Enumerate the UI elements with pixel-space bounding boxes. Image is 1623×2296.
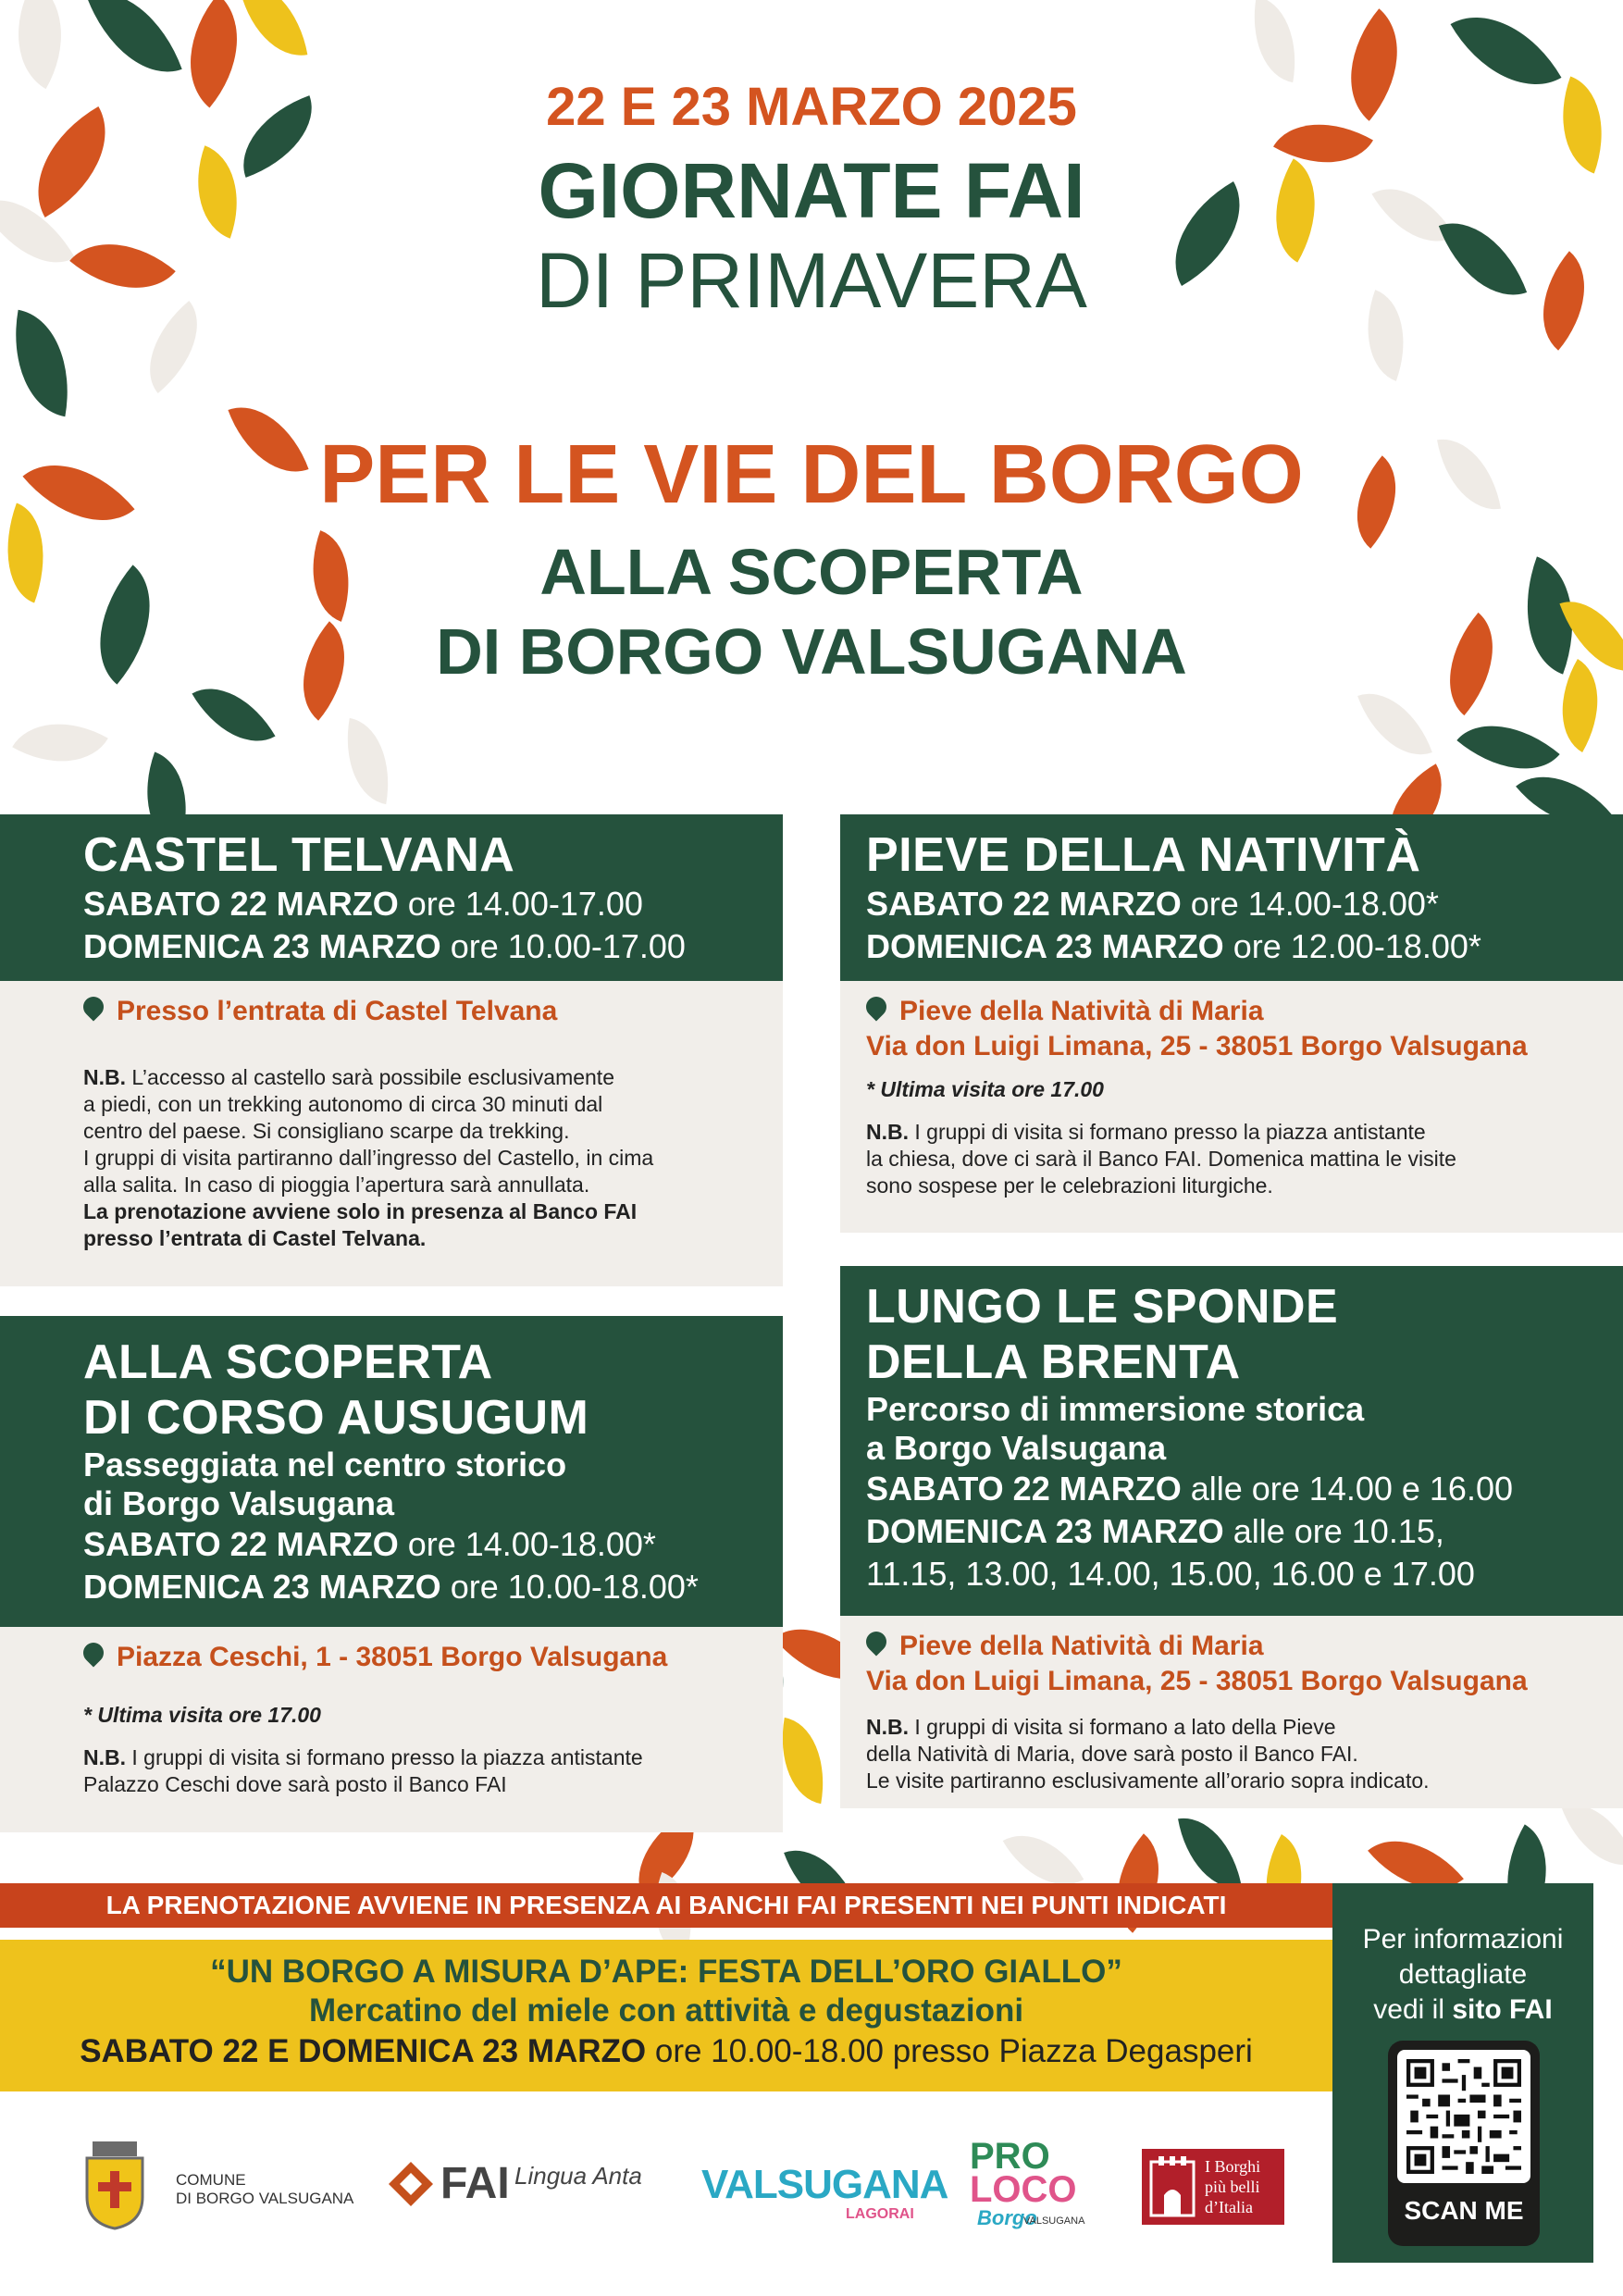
fai-logo-icon [387, 2160, 435, 2208]
note-label: N.B. [866, 1715, 909, 1739]
fai-logo-text: FAI [440, 2159, 510, 2208]
sunday-label: DOMENICA 23 MARZO [866, 927, 1224, 965]
section-subtitle-line1: Percorso di immersione storica [866, 1390, 1365, 1428]
lagorai-label: LAGORAI [846, 2206, 914, 2222]
location-line1: Pieve della Natività di Maria [899, 996, 1264, 1026]
section-castel-telvana-body [0, 981, 783, 1286]
section-title-line2: DI CORSO AUSUGUM [83, 1391, 589, 1445]
info-line2: dettagliate [1398, 1959, 1528, 1990]
section-subtitle-line1: Passeggiata nel centro storico [83, 1446, 567, 1483]
sunday-label: DOMENICA 23 MARZO [83, 927, 441, 965]
location-line2: Via don Luigi Limana, 25 - 38051 Borgo Valsugana [866, 1666, 1528, 1696]
saturday-label: SABATO 22 MARZO [866, 885, 1182, 923]
info-site-link[interactable]: sito FAI [1452, 1994, 1553, 2025]
note-line: I gruppi di visita partiranno dall’ingresso del Castello, in cima [83, 1146, 654, 1170]
subtitle-line2: DI BORGO VALSUGANA [436, 615, 1187, 688]
sunday-hours: ore 10.00-17.00 [450, 927, 686, 965]
section-title: PIEVE DELLA NATIVITÀ [866, 828, 1421, 882]
qr-scan-label: SCAN ME [1404, 2196, 1524, 2225]
section-corso-ausugum-header [0, 1316, 783, 1627]
location-line2: Via don Luigi Limana, 25 - 38051 Borgo Valsugana [866, 1031, 1528, 1061]
note-line: Le visite partiranno esclusivamente all’orario sopra indicato. [866, 1769, 1430, 1793]
last-visit-note: * Ultima visita ore 17.00 [83, 1703, 321, 1727]
saturday-hours: ore 14.00-18.00* [1190, 885, 1439, 923]
sunday-label: DOMENICA 23 MARZO [83, 1568, 441, 1606]
section-brenta-header [840, 1266, 1623, 1616]
sunday-hours: ore 10.00-18.00* [450, 1568, 699, 1606]
location-pin-icon [79, 992, 107, 1021]
borghi-line3: d’Italia [1205, 2198, 1253, 2216]
subtitle-line1: ALLA SCOPERTA [539, 536, 1084, 608]
booking-banner-text: LA PRENOTAZIONE AVVIENE IN PRESENZA AI BANCHI FAI PRESENTI NEI PUNTI INDICATI [105, 1891, 1227, 1919]
note-line: Palazzo Ceschi dove sarà posto il Banco FAI [83, 1772, 507, 1796]
honey-event-subtitle: Mercatino del miele con attività e degustazioni [308, 1992, 1024, 2029]
borghi-logo [1142, 2149, 1284, 2225]
sunday-hours-continued: 11.15, 13.00, 14.00, 15.00, 16.00 e 17.00 [866, 1555, 1475, 1593]
valsugana-logo: VALSUGANA [701, 2162, 948, 2207]
location: Presso l’entrata di Castel Telvana [117, 996, 558, 1026]
info-line3-prefix: vedi il [1373, 1994, 1444, 2025]
saturday-hours: alle ore 14.00 e 16.00 [1190, 1470, 1513, 1508]
qr-code-icon [1406, 2059, 1521, 2174]
note-line: a piedi, con un trekking autonomo di circa 30 minuti dal [83, 1092, 603, 1116]
saturday-label: SABATO 22 MARZO [866, 1470, 1182, 1508]
section-subtitle-line2: di Borgo Valsugana [83, 1484, 395, 1522]
section-title: CASTEL TELVANA [83, 828, 515, 882]
section-title-line1: ALLA SCOPERTA [83, 1335, 493, 1389]
section-pieve-header [840, 814, 1623, 981]
honey-event-box [0, 1940, 1332, 2091]
sunday-label: DOMENICA 23 MARZO [866, 1512, 1224, 1550]
saturday-hours: ore 14.00-17.00 [407, 885, 643, 923]
saturday-hours: ore 14.00-18.00* [407, 1525, 656, 1563]
note-line: I gruppi di visita si formano a lato della Pieve [914, 1715, 1336, 1739]
borghi-line2: più belli [1205, 2178, 1260, 2196]
section-title-line1: LUNGO LE SPONDE [866, 1280, 1339, 1334]
info-line1: Per informazioni [1362, 1924, 1564, 1955]
note-bold-line: presso l’entrata di Castel Telvana. [83, 1226, 427, 1250]
location-pin-icon [861, 1627, 890, 1656]
event-title: GIORNATE FAI [538, 147, 1085, 234]
location-pin-icon [79, 1638, 107, 1667]
comune-crest-logo [81, 2140, 148, 2230]
honey-event-days: SABATO 22 E DOMENICA 23 MARZO [80, 2033, 647, 2069]
proloco-borgo: Borgo [977, 2206, 1037, 2229]
booking-banner [0, 1883, 1332, 1928]
section-subtitle-line2: a Borgo Valsugana [866, 1429, 1167, 1467]
section-castel-telvana-header [0, 814, 783, 981]
sunday-hours: alle ore 10.15, [1233, 1512, 1444, 1550]
proloco-valsugana: VALSUGANA [1023, 2215, 1085, 2227]
saturday-label: SABATO 22 MARZO [83, 1525, 399, 1563]
saturday-label: SABATO 22 MARZO [83, 885, 399, 923]
note-label: N.B. [866, 1120, 909, 1144]
sunday-hours: ore 12.00-18.00* [1233, 927, 1481, 965]
proloco-pro: PRO [970, 2136, 1050, 2177]
location-pin-icon [861, 992, 890, 1021]
honey-event-title: “UN BORGO A MISURA D’APE: FESTA DELL’ORO GIALLO” [210, 1954, 1122, 1990]
note-label: N.B. [83, 1065, 126, 1089]
note-line: sono sospese per le celebrazioni liturgiche. [866, 1173, 1273, 1198]
note-label: N.B. [83, 1745, 126, 1769]
fai-script-text: Lingua Anta [514, 2162, 642, 2190]
info-panel [1332, 1883, 1593, 2263]
location-line1: Pieve della Natività di Maria [899, 1631, 1264, 1661]
note-line: I gruppi di visita si formano presso la piazza antistante [131, 1745, 643, 1769]
section-title-line2: DELLA BRENTA [866, 1335, 1241, 1389]
location: Piazza Ceschi, 1 - 38051 Borgo Valsugana [117, 1642, 668, 1672]
section-pieve-body [840, 981, 1623, 1233]
section-brenta-body [840, 1616, 1623, 1808]
note-line: I gruppi di visita si formano presso la piazza antistante [914, 1120, 1426, 1144]
note-line: centro del paese. Si consigliano scarpe da trekking. [83, 1119, 570, 1143]
comune-label-line2: DI BORGO VALSUGANA [176, 2190, 354, 2207]
main-title: PER LE VIE DEL BORGO [319, 428, 1304, 521]
borghi-line1: I Borghi [1205, 2157, 1261, 2176]
note-line: la chiesa, dove ci sarà il Banco FAI. Domenica mattina le visite [866, 1147, 1456, 1171]
note-line: della Natività di Maria, dove sarà posto il Banco FAI. [866, 1742, 1358, 1766]
qr-code[interactable] [1388, 2041, 1540, 2246]
honey-event-time-place: ore 10.00-18.00 presso Piazza Degasperi [654, 2033, 1253, 2069]
note-bold-line: La prenotazione avviene solo in presenza al Banco FAI [83, 1199, 638, 1223]
comune-label-line1: COMUNE [176, 2171, 246, 2189]
note-line: alla salita. In caso di pioggia l’apertura sarà annullata. [83, 1173, 590, 1197]
proloco-loco: LOCO [970, 2169, 1077, 2210]
last-visit-note: * Ultima visita ore 17.00 [866, 1077, 1104, 1101]
note-line: L’accesso al castello sarà possibile esclusivamente [131, 1065, 614, 1089]
event-subtitle: DI PRIMAVERA [536, 237, 1087, 324]
event-dates: 22 E 23 MARZO 2025 [546, 77, 1077, 137]
section-corso-ausugum-body [0, 1627, 783, 1832]
